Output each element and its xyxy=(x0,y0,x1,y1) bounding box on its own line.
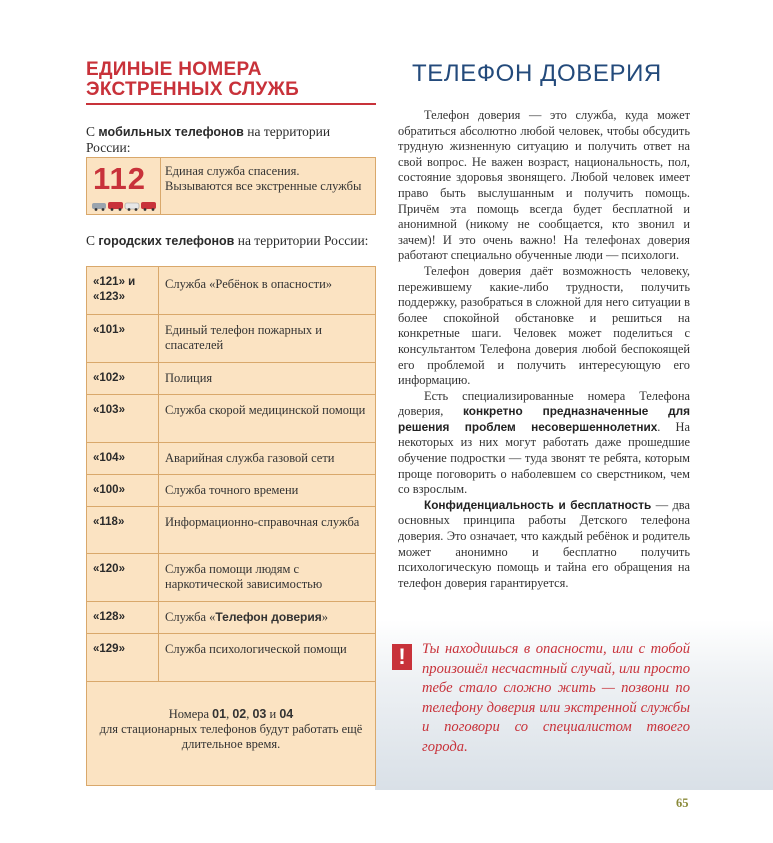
table-row xyxy=(87,395,375,443)
footnote-number-03: 03 xyxy=(252,707,267,721)
city-phones-intro xyxy=(86,233,376,249)
page-number: 65 xyxy=(676,796,689,810)
emergency-number-cell xyxy=(87,158,161,214)
table-row xyxy=(87,602,375,634)
service-desc: Единый телефон пожарных и спасателей xyxy=(165,323,322,352)
footnote-post: для стационарных телефонов будут работать ещё длительное время. xyxy=(99,722,363,751)
service-code: «118» xyxy=(87,507,159,553)
service-desc-bold: Телефон доверия xyxy=(215,610,322,624)
city-numbers-table xyxy=(86,266,376,786)
city-intro-post: на территории России: xyxy=(234,233,369,248)
service-code: «100» xyxy=(87,475,159,506)
service-desc: Аварийная служба газовой сети xyxy=(165,451,335,465)
footnote-number-04: 04 xyxy=(279,707,294,721)
service-desc xyxy=(165,610,370,625)
warning-text: Ты находишься в опасности, или с тобой произошёл несчастный случай, или просто тебе стало сложно жить — позвони по телефону доверия или экстренной службы и поговори со специалистом твоего города. xyxy=(422,641,690,755)
p4-post: — два основных принципа работы Детского телефона доверия. Это означает, что каждый ребёнок и родитель может анонимно и бесплатно получить психологическую помощь и тайна его обращения на телефон доверия гарантируется. xyxy=(398,497,690,590)
city-intro-pre: С xyxy=(86,233,99,248)
table-row xyxy=(87,507,375,554)
service-code: «101» xyxy=(87,315,159,362)
mobile-intro-pre: С xyxy=(86,124,99,139)
service-code: «104» xyxy=(87,443,159,474)
service-desc: Служба скорой медицинской помощи xyxy=(165,403,366,417)
footnote-sep: и xyxy=(266,707,280,721)
service-code: «120» xyxy=(87,554,159,601)
emergency-vehicles-icon xyxy=(91,199,157,211)
service-desc-pre: Служба « xyxy=(165,610,216,624)
table-row xyxy=(87,634,375,682)
table-row xyxy=(87,554,375,602)
table-row xyxy=(87,475,375,507)
service-desc: Информационно-справочная служба xyxy=(165,515,360,529)
emergency-number: 112 xyxy=(93,161,147,196)
heading-line-1: ЕДИНЫЕ НОМЕРА xyxy=(86,59,262,80)
heading-line-2: ЭКСТРЕННЫХ СЛУЖБ xyxy=(86,79,300,100)
article-paragraph-4 xyxy=(398,498,690,592)
table-footnote xyxy=(87,707,375,752)
emergency-numbers-heading xyxy=(86,60,376,100)
service-desc: Служба помощи людям с наркотической зависимостью xyxy=(165,562,323,591)
mobile-phones-intro xyxy=(86,124,376,156)
helpline-article xyxy=(398,108,690,591)
table-row xyxy=(87,363,375,395)
table-row xyxy=(87,315,375,363)
p4-bold: Конфиденциальность и бесплатность xyxy=(424,497,652,512)
emergency-112-box xyxy=(86,157,376,215)
table-row xyxy=(87,443,375,475)
service-desc: Служба точного времени xyxy=(165,483,299,497)
article-paragraph-1: Телефон доверия — это служба, куда может обратиться абсолютно любой человек, чтобы обсудить трудную жизненную ситуацию и получить ответ на свой вопрос. Не важен возраст, национальность, пол, состояние здоровья звонящего. Любой человек имеет право быть выслушанным и получить помощь. Причём эта помощь всегда будет бесплатной и анонимной (никому не сообщается, кто звонил и зачем)! И это очень важно! На телефонах доверия работают специально обученные люди — психологи. xyxy=(398,108,690,263)
mobile-intro-bold: мобильных телефонов xyxy=(98,125,244,139)
footnote-number-01: 01 xyxy=(212,707,227,721)
service-desc: Служба психологической помощи xyxy=(165,642,347,656)
heading-underline xyxy=(86,103,376,105)
footnote-sep: , xyxy=(226,707,233,721)
p3-post: . На некоторых из них могут работать даже прошедшие обучение подростки — туда звонят те ребята, которым проще поговорить о наболевшем со сверстником, чем со взрослым. xyxy=(398,419,690,497)
service-desc-post: » xyxy=(321,610,329,624)
footnote-number-02: 02 xyxy=(232,707,247,721)
service-code: «102» xyxy=(87,363,159,394)
footnote-sep: , xyxy=(246,707,253,721)
table-row xyxy=(87,267,375,315)
article-paragraph-3 xyxy=(398,389,690,498)
service-code: «128» xyxy=(87,602,159,633)
service-code: «121» и «123» xyxy=(87,267,159,314)
emergency-number-desc: Единая служба спасения. Вызываются все экстренные службы xyxy=(165,164,362,193)
service-desc: Служба «Ребёнок в опасности» xyxy=(165,277,333,291)
service-code: «129» xyxy=(87,634,159,681)
p3-bold: конкретно предназначенные для решения проблем несовершеннолетних xyxy=(398,404,691,434)
footnote-pre: Номера xyxy=(168,707,213,721)
service-code: «103» xyxy=(87,395,159,442)
article-paragraph-2: Телефон доверия даёт возможность человеку, пережившему какие-либо трудности, получить поддержку, разобраться в сложной для него ситуации в более спокойной обстановке и решиться на конкретные шаги. Человек может поделиться с консультантом Телефона доверия любой беспокоящей его проблемой и получить интересующую его информацию. xyxy=(398,263,690,388)
city-intro-bold: городских телефонов xyxy=(98,234,235,248)
helpline-heading: ТЕЛЕФОН ДОВЕРИЯ xyxy=(412,60,662,87)
p3-pre: Есть специализированные номера Телефона доверия, xyxy=(398,388,690,419)
mobile-intro-post: на территории России: xyxy=(86,124,331,155)
service-desc: Полиция xyxy=(165,371,213,385)
exclamation-icon: ! xyxy=(392,644,412,670)
